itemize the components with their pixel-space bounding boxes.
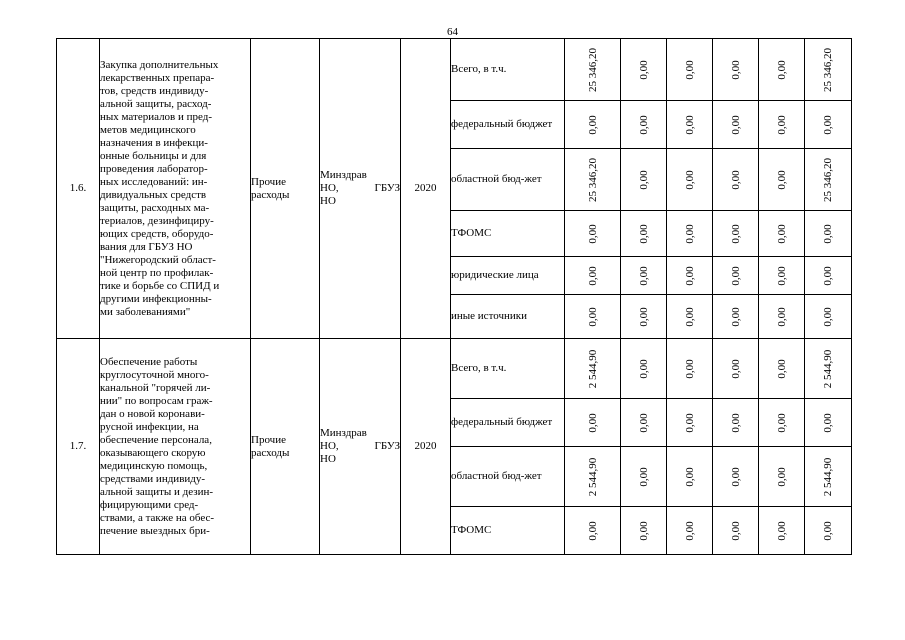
- value-cell: 0,00: [759, 101, 805, 149]
- value-cell: 0,00: [805, 507, 852, 555]
- description-line: ющих средств, оборудо-: [100, 227, 214, 240]
- value-cell: 0,00: [759, 295, 805, 339]
- value-cell: 0,00: [565, 257, 621, 295]
- description-line: защиты, расходных ма-: [100, 201, 210, 214]
- value-cell: 0,00: [667, 211, 713, 257]
- measure-description: [100, 339, 251, 555]
- description-line: нии" по вопросам граж-: [100, 394, 213, 407]
- expense-line: Прочие: [251, 175, 286, 188]
- funding-source: ТФОМС: [451, 507, 565, 555]
- value-cell: 0,00: [621, 257, 667, 295]
- description-line: печение выездных бри-: [100, 524, 210, 537]
- value-cell: 0,00: [713, 211, 759, 257]
- description-line: канальной "горячей ли-: [100, 381, 211, 394]
- description-line: ных исследований: ин-: [100, 175, 208, 188]
- value-cell: 0,00: [759, 339, 805, 399]
- funding-source: федеральный бюджет: [451, 101, 565, 149]
- value-cell: 0,00: [621, 447, 667, 507]
- value-cell: 0,00: [713, 257, 759, 295]
- description-line: "Нижегородский област-: [100, 253, 216, 266]
- value-cell: 0,00: [805, 257, 852, 295]
- value-cell: 0,00: [621, 211, 667, 257]
- value-cell: 0,00: [759, 399, 805, 447]
- value-cell: 0,00: [713, 339, 759, 399]
- year: 2020: [401, 39, 451, 339]
- description-line: онные больницы и для: [100, 149, 207, 162]
- measure-description: [100, 39, 251, 339]
- value-cell: 0,00: [805, 399, 852, 447]
- executor: [320, 339, 401, 555]
- value-cell: 0,00: [713, 101, 759, 149]
- value-cell: 0,00: [667, 101, 713, 149]
- value-cell: 0,00: [713, 447, 759, 507]
- value-cell: 0,00: [621, 39, 667, 101]
- value-cell: 0,00: [621, 507, 667, 555]
- funding-source: Всего, в т.ч.: [451, 339, 565, 399]
- executor-line: Минздрав: [320, 169, 367, 181]
- executor-line: НО: [320, 453, 336, 465]
- value-cell: 0,00: [713, 39, 759, 101]
- value-cell: 2 544,90: [805, 339, 852, 399]
- value-cell: 2 544,90: [565, 339, 621, 399]
- executor: [320, 39, 401, 339]
- value-cell: 0,00: [667, 149, 713, 211]
- description-line: проведения лаборатор-: [100, 162, 208, 175]
- description-line: ствами, а также на обес-: [100, 511, 215, 524]
- value-cell: 0,00: [805, 101, 852, 149]
- value-cell: 0,00: [759, 149, 805, 211]
- value-cell: 0,00: [713, 399, 759, 447]
- description-line: круглосуточной много-: [100, 368, 209, 381]
- description-line: медицинскую помощь,: [100, 459, 208, 472]
- page-number: 64: [447, 26, 458, 38]
- description-line: обеспечение персонала,: [100, 433, 212, 446]
- funding-source: иные источники: [451, 295, 565, 339]
- value-cell: 0,00: [759, 211, 805, 257]
- value-cell: 0,00: [667, 507, 713, 555]
- value-cell: 0,00: [621, 295, 667, 339]
- value-cell: 0,00: [713, 149, 759, 211]
- description-line: дивидуальных средств: [100, 188, 207, 201]
- year: 2020: [401, 339, 451, 555]
- value-cell: 0,00: [713, 295, 759, 339]
- description-line: дан о новой коронави-: [100, 407, 205, 420]
- description-line: назначения в инфекци-: [100, 136, 208, 149]
- funding-source: федеральный бюджет: [451, 399, 565, 447]
- description-line: русной инфекции, на: [100, 420, 199, 433]
- value-cell: 0,00: [667, 39, 713, 101]
- expense-line: расходы: [251, 446, 290, 459]
- description-line: вания для ГБУЗ НО: [100, 240, 193, 253]
- value-cell: 0,00: [667, 295, 713, 339]
- description-line: средствами индивиду-: [100, 472, 206, 485]
- value-cell: 25 346,20: [565, 149, 621, 211]
- value-cell: 25 346,20: [565, 39, 621, 101]
- value-cell: 0,00: [621, 101, 667, 149]
- description-line: другими инфекционны-: [100, 292, 212, 305]
- row-number: 1.6.: [57, 39, 100, 339]
- value-cell: 0,00: [759, 39, 805, 101]
- value-cell: 2 544,90: [805, 447, 852, 507]
- value-cell: 0,00: [759, 507, 805, 555]
- value-cell: 0,00: [667, 339, 713, 399]
- value-cell: 0,00: [805, 211, 852, 257]
- value-cell: 0,00: [621, 339, 667, 399]
- funding-source: юридические лица: [451, 257, 565, 295]
- value-cell: 25 346,20: [805, 39, 852, 101]
- funding-source: областной бюд-жет: [451, 447, 565, 507]
- value-cell: 25 346,20: [805, 149, 852, 211]
- expense-type: [251, 339, 320, 555]
- value-cell: 0,00: [667, 399, 713, 447]
- description-line: тов, средств индивиду-: [100, 84, 209, 97]
- value-cell: 0,00: [565, 101, 621, 149]
- description-line: оказывающего скорую: [100, 446, 206, 459]
- description-line: териалов, дезинфициру-: [100, 214, 214, 227]
- value-cell: 0,00: [565, 507, 621, 555]
- value-cell: 0,00: [667, 447, 713, 507]
- value-cell: 0,00: [565, 295, 621, 339]
- value-cell: 0,00: [565, 399, 621, 447]
- description-line: лекарственных препара-: [100, 71, 215, 84]
- description-line: ми заболеваниями": [100, 305, 191, 318]
- measures-table: [56, 38, 852, 555]
- value-cell: 2 544,90: [565, 447, 621, 507]
- description-line: метов медицинского: [100, 123, 196, 136]
- expense-line: расходы: [251, 188, 290, 201]
- table-row: [57, 39, 852, 101]
- description-line: фицирующими сред-: [100, 498, 199, 511]
- value-cell: 0,00: [667, 257, 713, 295]
- value-cell: 0,00: [759, 447, 805, 507]
- description-line: ной центр по профилак-: [100, 266, 214, 279]
- value-cell: 0,00: [621, 149, 667, 211]
- description-line: Обеспечение работы: [100, 355, 198, 368]
- executor-line: НО, ГБУЗ: [320, 182, 400, 194]
- executor-line: НО, ГБУЗ: [320, 440, 400, 452]
- description-line: альной защиты и дезин-: [100, 485, 214, 498]
- value-cell: 0,00: [565, 211, 621, 257]
- funding-source: ТФОМС: [451, 211, 565, 257]
- table-row: [57, 339, 852, 399]
- value-cell: 0,00: [713, 507, 759, 555]
- description-line: альной защиты, расход-: [100, 97, 212, 110]
- description-line: Закупка дополнительных: [100, 58, 219, 71]
- description-line: ных материалов и пред-: [100, 110, 213, 123]
- value-cell: 0,00: [805, 295, 852, 339]
- description-line: тике и борьбе со СПИД и: [100, 279, 220, 292]
- funding-source: Всего, в т.ч.: [451, 39, 565, 101]
- executor-line: НО: [320, 195, 336, 207]
- row-number: 1.7.: [57, 339, 100, 555]
- value-cell: 0,00: [759, 257, 805, 295]
- expense-line: Прочие: [251, 433, 286, 446]
- value-cell: 0,00: [621, 399, 667, 447]
- executor-line: Минздрав: [320, 427, 367, 439]
- funding-source: областной бюд-жет: [451, 149, 565, 211]
- expense-type: [251, 39, 320, 339]
